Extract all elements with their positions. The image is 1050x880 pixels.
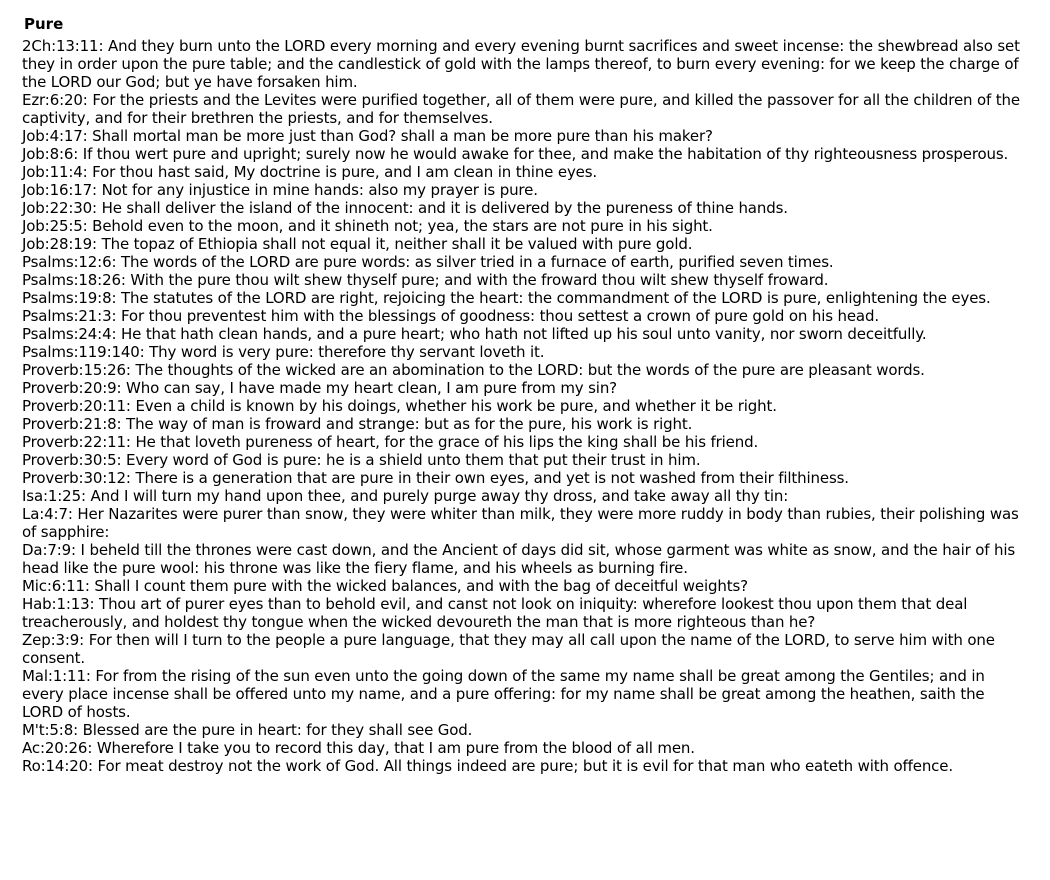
verse-item: Job:4:17: Shall mortal man be more just than God? shall a man be more pure than his maker?: [22, 127, 713, 145]
verse-item: M't:5:8: Blessed are the pure in heart: for they shall see God.: [22, 721, 473, 739]
verse-item: Ro:14:20: For meat destroy not the work of God. All things indeed are pure; but it is evil for that man who eateth with offence.: [22, 757, 953, 775]
verse-item: Psalms:119:140: Thy word is very pure: therefore thy servant loveth it.: [22, 343, 545, 361]
verse-item: Proverb:20:11: Even a child is known by his doings, whether his work be pure, and whether it be right.: [22, 397, 777, 415]
verse-item: Isa:1:25: And I will turn my hand upon thee, and purely purge away thy dross, and take away all thy tin:: [22, 487, 789, 505]
verse-item: Psalms:18:26: With the pure thou wilt shew thyself pure; and with the froward thou wilt shew thyself froward.: [22, 271, 829, 289]
verse-list: [22, 37, 1027, 775]
verse-item: Job:25:5: Behold even to the moon, and it shineth not; yea, the stars are not pure in his sight.: [22, 217, 713, 235]
verse-item: Mic:6:11: Shall I count them pure with the wicked balances, and with the bag of deceitful weights?: [22, 577, 748, 595]
document-page: [22, 14, 1027, 775]
verse-item: Da:7:9: I beheld till the thrones were cast down, and the Ancient of days did sit, whose garment was white as snow, and the hair of his head like the pure wool: his throne was like the fiery flame, and his wheels as burning fire.: [22, 541, 1016, 577]
verse-item: 2Ch:13:11: And they burn unto the LORD every morning and every evening burnt sacrifices and sweet incense: the shewbread also set they in order upon the pure table; and the candlestick of gold with the lamps thereof, to burn every evening: for we keep the charge of the LORD our God; but ye have forsaken him.: [22, 37, 1020, 91]
verse-item: Job:8:6: If thou wert pure and upright; surely now he would awake for thee, and make the habitation of thy righteousness prosperous.: [22, 145, 1009, 163]
verse-item: Hab:1:13: Thou art of purer eyes than to behold evil, and canst not look on iniquity: wherefore lookest thou upon them that deal treacherously, and holdest thy tongue when the wicked devoureth the man that is more righteous than he?: [22, 595, 968, 631]
verse-item: Proverb:30:12: There is a generation that are pure in their own eyes, and yet is not washed from their filthiness.: [22, 469, 849, 487]
verse-item: Proverb:20:9: Who can say, I have made my heart clean, I am pure from my sin?: [22, 379, 617, 397]
verse-item: Job:28:19: The topaz of Ethiopia shall not equal it, neither shall it be valued with pure gold.: [22, 235, 693, 253]
page-title: Pure: [24, 15, 64, 33]
verse-item: Job:22:30: He shall deliver the island of the innocent: and it is delivered by the pureness of thine hands.: [22, 199, 788, 217]
verse-item: Proverb:22:11: He that loveth pureness of heart, for the grace of his lips the king shall be his friend.: [22, 433, 759, 451]
verse-item: Psalms:21:3: For thou preventest him with the blessings of goodness: thou settest a crown of pure gold on his head.: [22, 307, 879, 325]
verse-item: Zep:3:9: For then will I turn to the people a pure language, that they may all call upon the name of the LORD, to serve him with one consent.: [22, 631, 995, 667]
verse-item: Job:16:17: Not for any injustice in mine hands: also my prayer is pure.: [22, 181, 538, 199]
verse-item: Proverb:30:5: Every word of God is pure: he is a shield unto them that put their trust in him.: [22, 451, 701, 469]
verse-item: Ac:20:26: Wherefore I take you to record this day, that I am pure from the blood of all men.: [22, 739, 695, 757]
verse-item: Psalms:24:4: He that hath clean hands, and a pure heart; who hath not lifted up his soul unto vanity, nor sworn deceitfully.: [22, 325, 927, 343]
verse-item: La:4:7: Her Nazarites were purer than snow, they were whiter than milk, they were more ruddy in body than rubies, their polishing was of sapphire:: [22, 505, 1019, 541]
verse-item: Psalms:19:8: The statutes of the LORD are right, rejoicing the heart: the commandment of the LORD is pure, enlightening the eyes.: [22, 289, 991, 307]
verse-item: Mal:1:11: For from the rising of the sun even unto the going down of the same my name shall be great among the Gentiles; and in every place incense shall be offered unto my name, and a pure offering: for my name shall be great among the heathen, saith the LORD of hosts.: [22, 667, 985, 721]
verse-item: Proverb:15:26: The thoughts of the wicked are an abomination to the LORD: but the words of the pure are pleasant words.: [22, 361, 925, 379]
verse-item: Job:11:4: For thou hast said, My doctrine is pure, and I am clean in thine eyes.: [22, 163, 598, 181]
verse-item: Psalms:12:6: The words of the LORD are pure words: as silver tried in a furnace of earth, purified seven times.: [22, 253, 834, 271]
verse-item: Ezr:6:20: For the priests and the Levites were purified together, all of them were pure, and killed the passover for all the children of the captivity, and for their brethren the priests, and for themselves.: [22, 91, 1020, 127]
verse-item: Proverb:21:8: The way of man is froward and strange: but as for the pure, his work is right.: [22, 415, 693, 433]
